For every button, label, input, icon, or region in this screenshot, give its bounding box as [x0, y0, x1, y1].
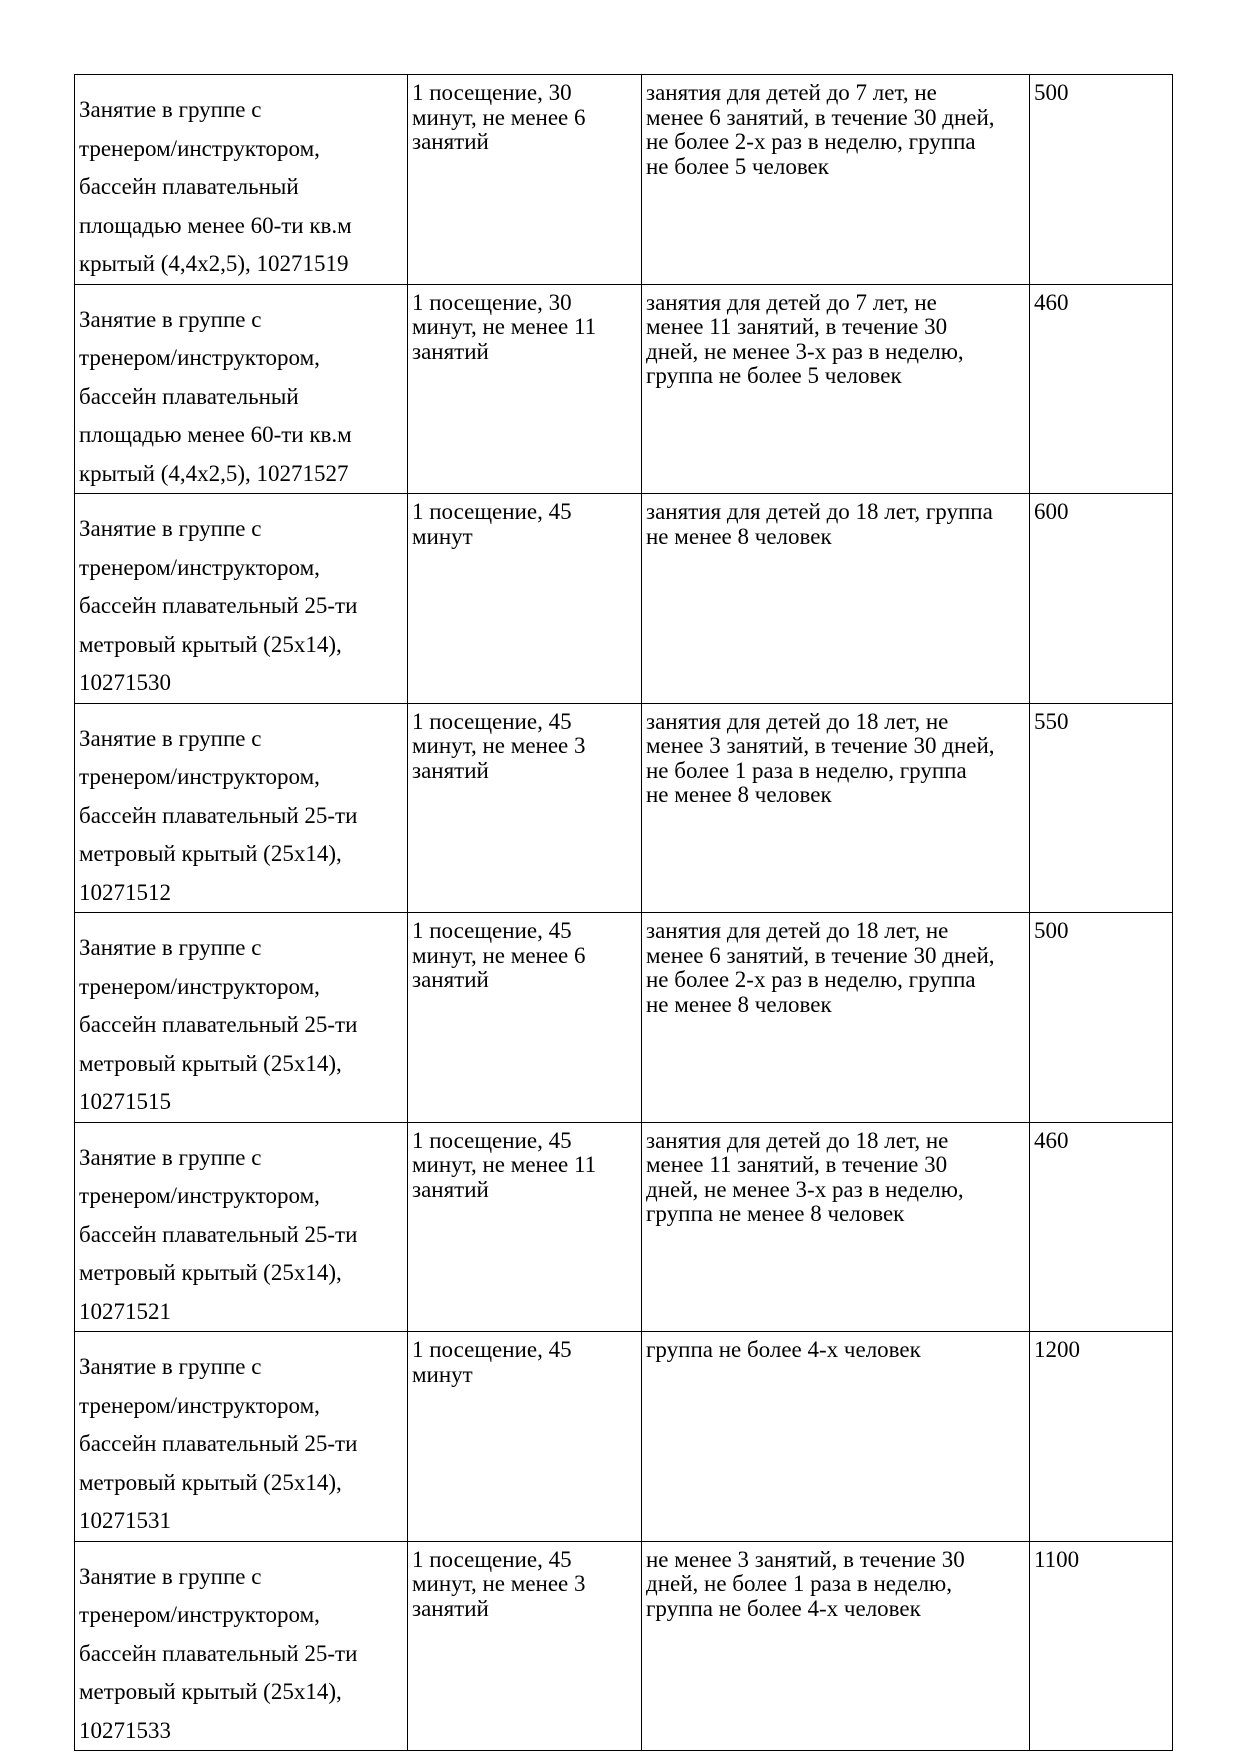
visit-unit: 1 посещение, 45 минут, не менее 3 занятий — [412, 1546, 586, 1621]
visit-cell — [408, 284, 642, 494]
price-value: 460 — [1034, 289, 1069, 315]
conditions-text: занятия для детей до 18 лет, не менее 11 занятий, в течение 30 дней, не менее 3-х раз в неделю, группа не менее 8 человек — [646, 1127, 964, 1226]
visit-cell — [408, 1122, 642, 1332]
table-row — [75, 913, 1173, 1123]
conditions-text: занятия для детей до 18 лет, группа не менее 8 человек — [646, 499, 993, 549]
service-name: Занятие в группе с тренером/инструктором, бассейн плавательный площадью менее 60-ти кв.м крытый (4,4х2,5), 10271519 — [79, 97, 352, 276]
price-value: 1200 — [1034, 1337, 1080, 1362]
service-cell — [75, 1122, 408, 1332]
conditions-cell — [642, 1332, 1030, 1542]
conditions-text: занятия для детей до 7 лет, не менее 11 занятий, в течение 30 дней, не менее 3-х раз в неделю, группа не более 5 человек — [646, 289, 964, 388]
service-cell — [75, 913, 408, 1123]
visit-cell — [408, 1332, 642, 1542]
visit-unit: 1 посещение, 30 минут, не менее 11 занятий — [412, 289, 597, 364]
conditions-cell — [642, 284, 1030, 494]
table-row — [75, 284, 1173, 494]
visit-unit: 1 посещение, 30 минут, не менее 6 занятий — [412, 80, 586, 154]
price-value: 600 — [1034, 499, 1069, 524]
visit-unit: 1 посещение, 45 минут — [412, 1337, 572, 1387]
price-cell — [1030, 1541, 1173, 1751]
conditions-cell — [642, 1122, 1030, 1332]
service-cell — [75, 75, 408, 285]
conditions-cell — [642, 1541, 1030, 1751]
conditions-cell — [642, 494, 1030, 704]
visit-cell — [408, 1541, 642, 1751]
service-cell — [75, 1541, 408, 1751]
service-name: Занятие в группе с тренером/инструктором, бассейн плавательный 25-ти метровый крытый (25х14), 10271530 — [79, 516, 358, 695]
service-cell — [75, 1332, 408, 1542]
conditions-cell — [642, 75, 1030, 285]
table-row — [75, 703, 1173, 913]
price-value: 500 — [1034, 918, 1069, 943]
price-table — [74, 74, 1173, 1751]
service-name: Занятие в группе с тренером/инструктором, бассейн плавательный 25-ти метровый крытый (25х14), 10271531 — [79, 1354, 358, 1533]
service-name: Занятие в группе с тренером/инструктором, бассейн плавательный 25-ти метровый крытый (25х14), 10271512 — [79, 725, 358, 905]
price-value: 460 — [1034, 1127, 1069, 1153]
conditions-text: занятия для детей до 18 лет, не менее 6 занятий, в течение 30 дней, не более 2-х раз в неделю, группа не менее 8 человек — [646, 918, 995, 1017]
service-name: Занятие в группе с тренером/инструктором, бассейн плавательный 25-ти метровый крытый (25х14), 10271533 — [79, 1563, 358, 1743]
conditions-cell — [642, 913, 1030, 1123]
price-value: 550 — [1034, 708, 1069, 734]
price-cell — [1030, 494, 1173, 704]
price-cell — [1030, 1122, 1173, 1332]
table-row — [75, 494, 1173, 704]
visit-cell — [408, 75, 642, 285]
price-cell — [1030, 1332, 1173, 1542]
table-row — [75, 75, 1173, 285]
price-cell — [1030, 913, 1173, 1123]
visit-cell — [408, 494, 642, 704]
visit-unit: 1 посещение, 45 минут, не менее 6 занятий — [412, 918, 586, 992]
price-value: 1100 — [1034, 1546, 1080, 1572]
conditions-text: группа не более 4-х человек — [646, 1337, 921, 1362]
visit-cell — [408, 913, 642, 1123]
service-cell — [75, 494, 408, 704]
table-row — [75, 1541, 1173, 1751]
price-cell — [1030, 75, 1173, 285]
service-cell — [75, 284, 408, 494]
visit-unit: 1 посещение, 45 минут — [412, 499, 572, 549]
table-row — [75, 1122, 1173, 1332]
visit-unit: 1 посещение, 45 минут, не менее 11 занятий — [412, 1127, 597, 1202]
document-page — [74, 74, 1172, 1751]
conditions-text: занятия для детей до 18 лет, не менее 3 занятий, в течение 30 дней, не более 1 раза в неделю, группа не менее 8 человек — [646, 708, 995, 807]
conditions-text: занятия для детей до 7 лет, не менее 6 занятий, в течение 30 дней, не более 2-х раз в неделю, группа не более 5 человек — [646, 80, 995, 179]
conditions-cell — [642, 703, 1030, 913]
service-cell — [75, 703, 408, 913]
service-name: Занятие в группе с тренером/инструктором, бассейн плавательный 25-ти метровый крытый (25х14), 10271521 — [79, 1144, 358, 1324]
visit-cell — [408, 703, 642, 913]
service-name: Занятие в группе с тренером/инструктором, бассейн плавательный площадью менее 60-ти кв.м крытый (4,4х2,5), 10271527 — [79, 306, 352, 486]
price-cell — [1030, 284, 1173, 494]
service-name: Занятие в группе с тренером/инструктором, бассейн плавательный 25-ти метровый крытый (25х14), 10271515 — [79, 935, 358, 1114]
table-row — [75, 1332, 1173, 1542]
price-cell — [1030, 703, 1173, 913]
price-value: 500 — [1034, 80, 1069, 105]
visit-unit: 1 посещение, 45 минут, не менее 3 занятий — [412, 708, 586, 783]
conditions-text: не менее 3 занятий, в течение 30 дней, не более 1 раза в неделю, группа не более 4-х человек — [646, 1546, 965, 1621]
